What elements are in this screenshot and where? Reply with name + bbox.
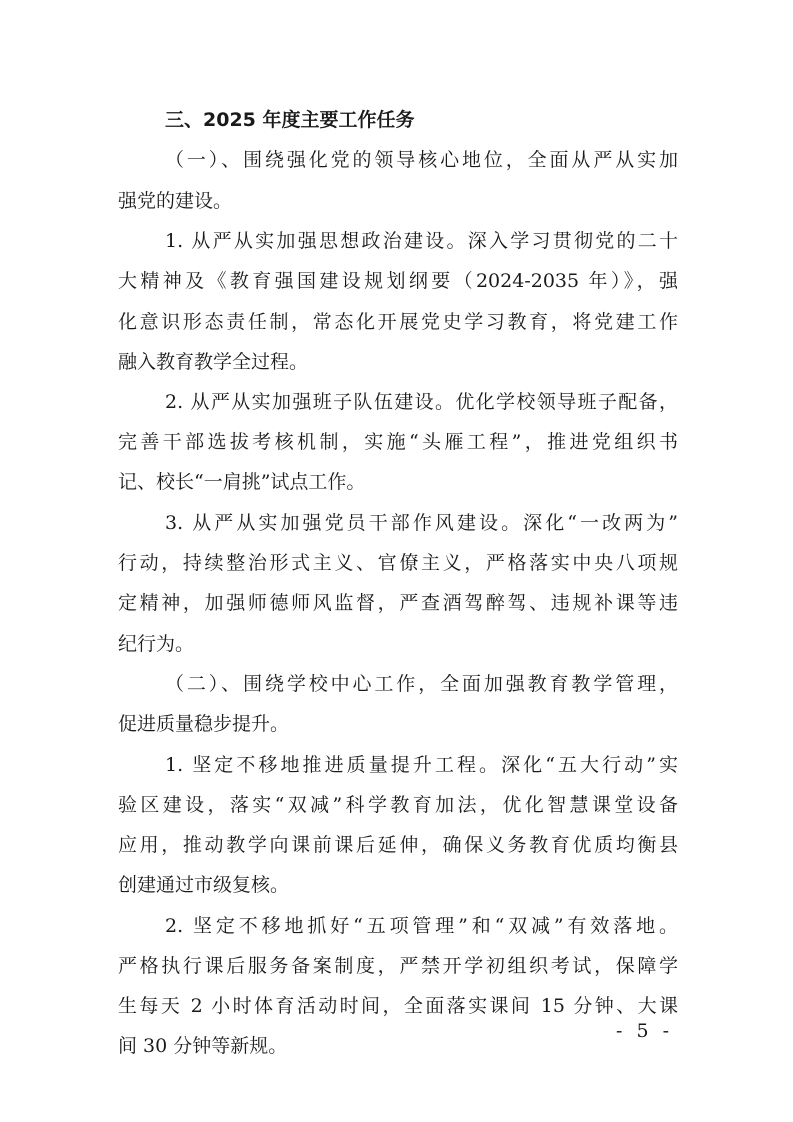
subsection-1-title-line-1: （一）、围绕强化党的领导核心地位，全面从严从实加 xyxy=(165,149,678,171)
subsection-1-item-2-line-1: 2. 从严从实加强班子队伍建设。优化学校领导班子配备， xyxy=(165,391,678,413)
subsection-2-item-2-line-3: 生每天 2 小时体育活动时间，全面落实课间 15 分钟、大课 xyxy=(118,995,678,1017)
subsection-1-item-3-line-4: 纪行为。 xyxy=(118,633,195,655)
subsection-1-item-1-line-1: 1. 从严从实加强思想政治建设。深入学习贯彻党的二十 xyxy=(165,230,678,252)
subsection-2-item-1-line-2: 验区建设，落实“双减”科学教育加法，优化智慧课堂设备 xyxy=(118,794,678,816)
subsection-2-item-2-line-4: 间 30 分钟等新规。 xyxy=(118,1035,288,1057)
subsection-2-title-line-1: （二）、围绕学校中心工作，全面加强教育教学管理， xyxy=(165,673,678,695)
subsection-2-item-1-line-1: 1. 坚定不移地推进质量提升工程。深化“五大行动”实 xyxy=(165,754,678,776)
subsection-1-item-2-line-3: 记、校长“一肩挑”试点工作。 xyxy=(118,471,366,493)
subsection-2-title-line-2: 促进质量稳步提升。 xyxy=(118,713,290,735)
subsection-2-item-2-line-2: 严格执行课后服务备案制度，严禁开学初组织考试，保障学 xyxy=(118,955,678,977)
subsection-1-item-1-line-4: 融入教育教学全过程。 xyxy=(118,351,309,373)
page-number: - 5 - xyxy=(616,1020,674,1042)
subsection-1-item-3-line-2: 行动，持续整治形式主义、官僚主义，严格落实中央八项规 xyxy=(118,552,678,574)
subsection-1-item-2-line-2: 完善干部选拔考核机制，实施“头雁工程”，推进党组织书 xyxy=(118,431,678,453)
subsection-2-item-2-line-1: 2. 坚定不移地抓好“五项管理”和“双减”有效落地。 xyxy=(165,915,678,937)
section-heading: 三、2025 年度主要工作任务 xyxy=(165,109,415,131)
subsection-1-item-3-line-1: 3. 从严从实加强党员干部作风建设。深化“一改两为” xyxy=(165,512,678,534)
subsection-2-item-1-line-4: 创建通过市级复核。 xyxy=(118,874,290,896)
subsection-1-title-line-2: 强党的建设。 xyxy=(118,190,233,212)
subsection-1-item-3-line-3: 定精神，加强师德师风监督，严查酒驾醉驾、违规补课等违 xyxy=(118,592,678,614)
subsection-1-item-1-line-3: 化意识形态责任制，常态化开展党史学习教育，将党建工作 xyxy=(118,311,678,333)
subsection-2-item-1-line-3: 应用，推动教学向课前课后延伸，确保义务教育优质均衡县 xyxy=(118,834,678,856)
subsection-1-item-1-line-2: 大精神及《教育强国建设规划纲要（2024-2035 年）》，强 xyxy=(118,270,678,292)
